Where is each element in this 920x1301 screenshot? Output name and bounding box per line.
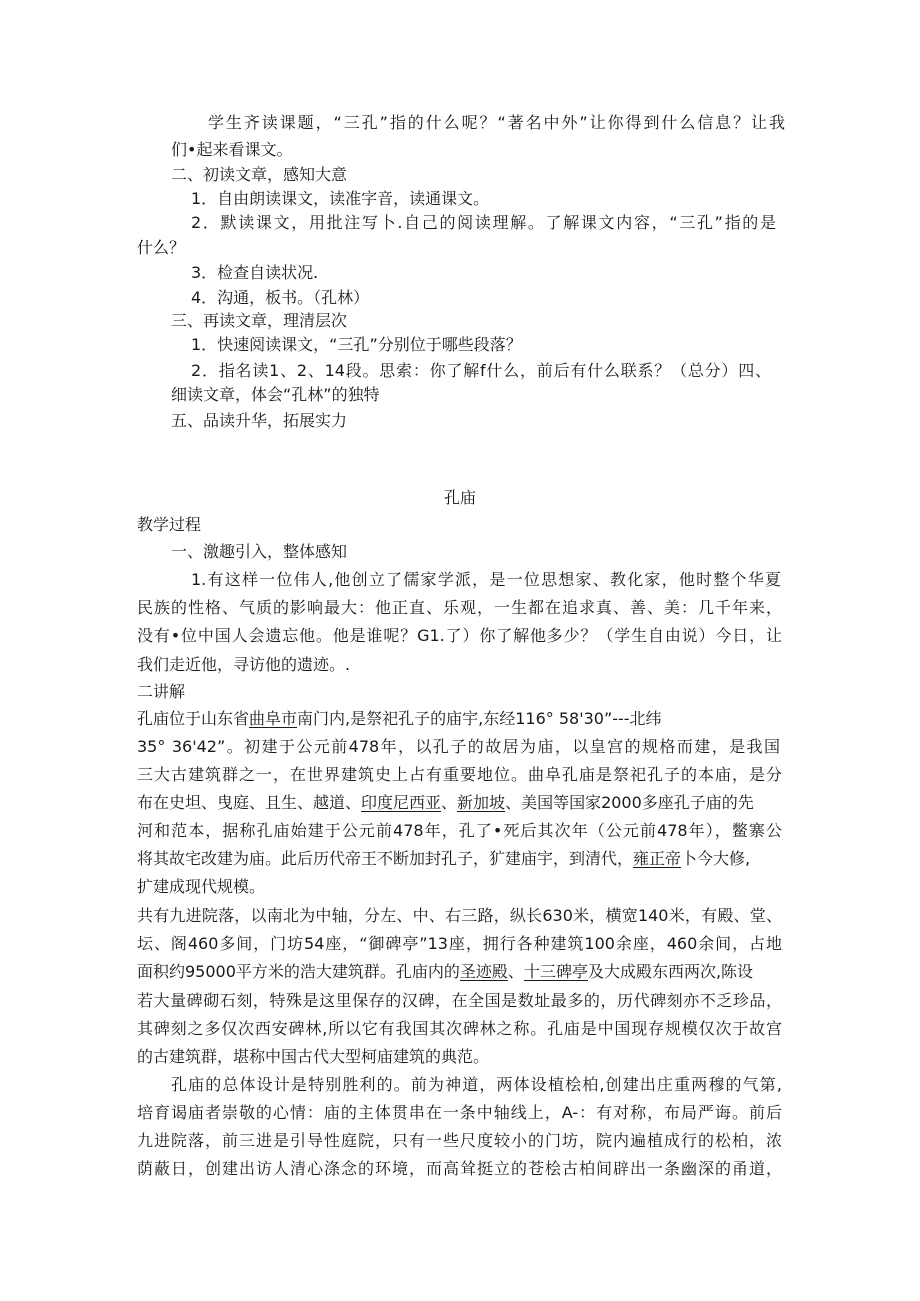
p3-line-4: 若大量碑砌石刻，特殊是这里保存的汉碑，在全国是数址最多的，历代碑刻亦不乏珍品，: [137, 991, 782, 1010]
p3-text: 面积约95000平方米的浩大建筑群。孔庙内的: [137, 962, 460, 981]
p4-line-2: 培育谒庙者崇敬的心情：庙的主体贯串在一条中轴线上，A-：有对称，布局严诲。前后: [137, 1103, 782, 1122]
p4-line-1: 孔庙的总体设计是特别胜利的。前为神道，两体设植桧柏,创建出庄重两穆的气第,: [171, 1075, 782, 1094]
section2-item-2-cont: 什么？: [137, 238, 186, 257]
teaching-part1-heading: 一、激趣引入，整体感知: [171, 542, 348, 561]
teaching-p1-line-3: 没有•位中国人会遗忘他。他是谁呢？G1.了）你了解他多少？（学生自由说）今日，让: [137, 626, 782, 645]
section5-heading: 五、品读升华，拓展实力: [171, 411, 348, 430]
section2-item-2: 2．默读课文，用批注写卜.自己的阅读理解。了解课文内容，“三孔”指的是: [191, 213, 776, 232]
p2-line-7: 扩建成现代规模。: [137, 877, 266, 896]
p2-text: 孔庙位于山东省: [137, 709, 250, 728]
p2-line-3: 三大古建筑群之一，在世界建筑史上占有重要地位。曲阜孔庙是祭祀孔子的本庙，是分: [137, 765, 782, 784]
intro-line-1: 学生齐读课题，“三孔”指的什么呢？“著名中外”让你得到什么信息？让我: [208, 113, 785, 132]
p3-line-1: 共有九进院落，以南北为中轴，分左、中、右三路，纵长630米，横宽140米，有殿、堂、: [137, 906, 782, 925]
link-yongzheng[interactable]: 雍正帝: [633, 849, 682, 868]
p3-text: 、: [507, 962, 524, 981]
p2-line-6: [137, 849, 750, 869]
p3-line-6: 的古建筑群，堪称中国古代大型柯庙建筑的典范。: [137, 1047, 490, 1066]
teaching-part2-heading: 二讲解: [137, 682, 186, 701]
section2-item-1: 1．自由朗读课文，读准字音，读通课文。: [191, 189, 490, 208]
intro-line-2: 们•起来看课文。: [171, 140, 293, 159]
p3-line-2: 坛、阁460多间，门坊54座，“御碑亭”13座，拥行各种建筑100余座，460余间，占地: [137, 934, 782, 953]
p3-line-5: 其碑刻之多仅次西安碑林,所以它有我国其次碑林之称。孔庙是中国现存规模仅次于故宫: [137, 1019, 782, 1038]
p2-line-4: [137, 793, 754, 813]
teaching-heading: 教学过程: [137, 515, 202, 534]
section2-item-3: 3．检查自读状况.: [191, 263, 319, 282]
section3-heading: 三、再读文章，理清层次: [171, 311, 348, 330]
p2-text: 将其故宅改建为庙。此后历代帝王不断加封孔子，犷建庙宇，到清代，: [137, 849, 634, 868]
teaching-p1-line-2: 民族的性格、气质的影响最大：他正直、乐观，一生都在追求真、善、美：几千年来，: [137, 598, 782, 617]
link-shengji-hall[interactable]: 圣迹殿: [459, 962, 508, 981]
p2-line-2: 35° 36'42”。初建于公元前478年，以孔子的故居为庙，以皇宫的规格而建，是我国: [137, 737, 780, 756]
section3-item-2: 2．指名读1、2、14段。思索：你了解f什么，前后有什么联系？（总分）四、: [191, 361, 771, 380]
p2-line-1: [137, 709, 662, 729]
section2-heading: 二、初读文章，感知大意: [171, 165, 348, 184]
p2-text: 、: [441, 793, 458, 812]
teaching-p1-line-1: 1.有这样一位伟人,他创立了儒家学派，是一位思想家、教化家，他时整个华夏: [191, 570, 781, 589]
link-indonesia[interactable]: 印度尼西亚: [361, 793, 442, 812]
p2-text: 卜今大修,: [681, 849, 751, 868]
section3-item-1: 1．快速阅读课文，“三孔”分别位于哪些段落？: [191, 335, 522, 354]
page-title: 孔庙: [444, 488, 477, 507]
link-qufu[interactable]: 曲阜市: [249, 709, 298, 728]
p4-line-3: 九进院落，前三进是引导性庭院，只有一些尺度较小的门坊，院内遍植成行的松柏，浓: [137, 1131, 782, 1150]
section2-item-4: 4．沟通，板书。（孔林）: [191, 288, 370, 307]
p2-line-5: 河和范本，据称孔庙始建于公元前478年，孔了•死后其次年（公元前478年），鳖寨公: [137, 821, 782, 840]
p2-text: 南门内,是祭祀孔子的庙宇,东经116° 58'30”---北纬: [297, 709, 662, 728]
link-singapore[interactable]: 新加坡: [457, 793, 506, 812]
p3-text: 及大成殿东西两次,陈设: [587, 962, 754, 981]
section3-item-2-cont: 细读文章，体会“孔林”的独特: [171, 385, 380, 404]
p2-text: 、美国等国家2000多座孔子庙的先: [505, 793, 754, 812]
teaching-p1-line-4: 我们走近他，寻访他的遗迹。.: [137, 655, 351, 674]
link-thirteen-pavilions[interactable]: 十三碑亭: [523, 962, 588, 981]
p2-text: 布在史坦、曳庭、且生、越道、: [137, 793, 362, 812]
p4-line-4: 荫蔽日，创建出访人清心涤念的环境，而高耸挺立的苍桧古柏间辟出一条幽深的甬道，: [137, 1159, 782, 1178]
p3-line-3: [137, 962, 753, 982]
